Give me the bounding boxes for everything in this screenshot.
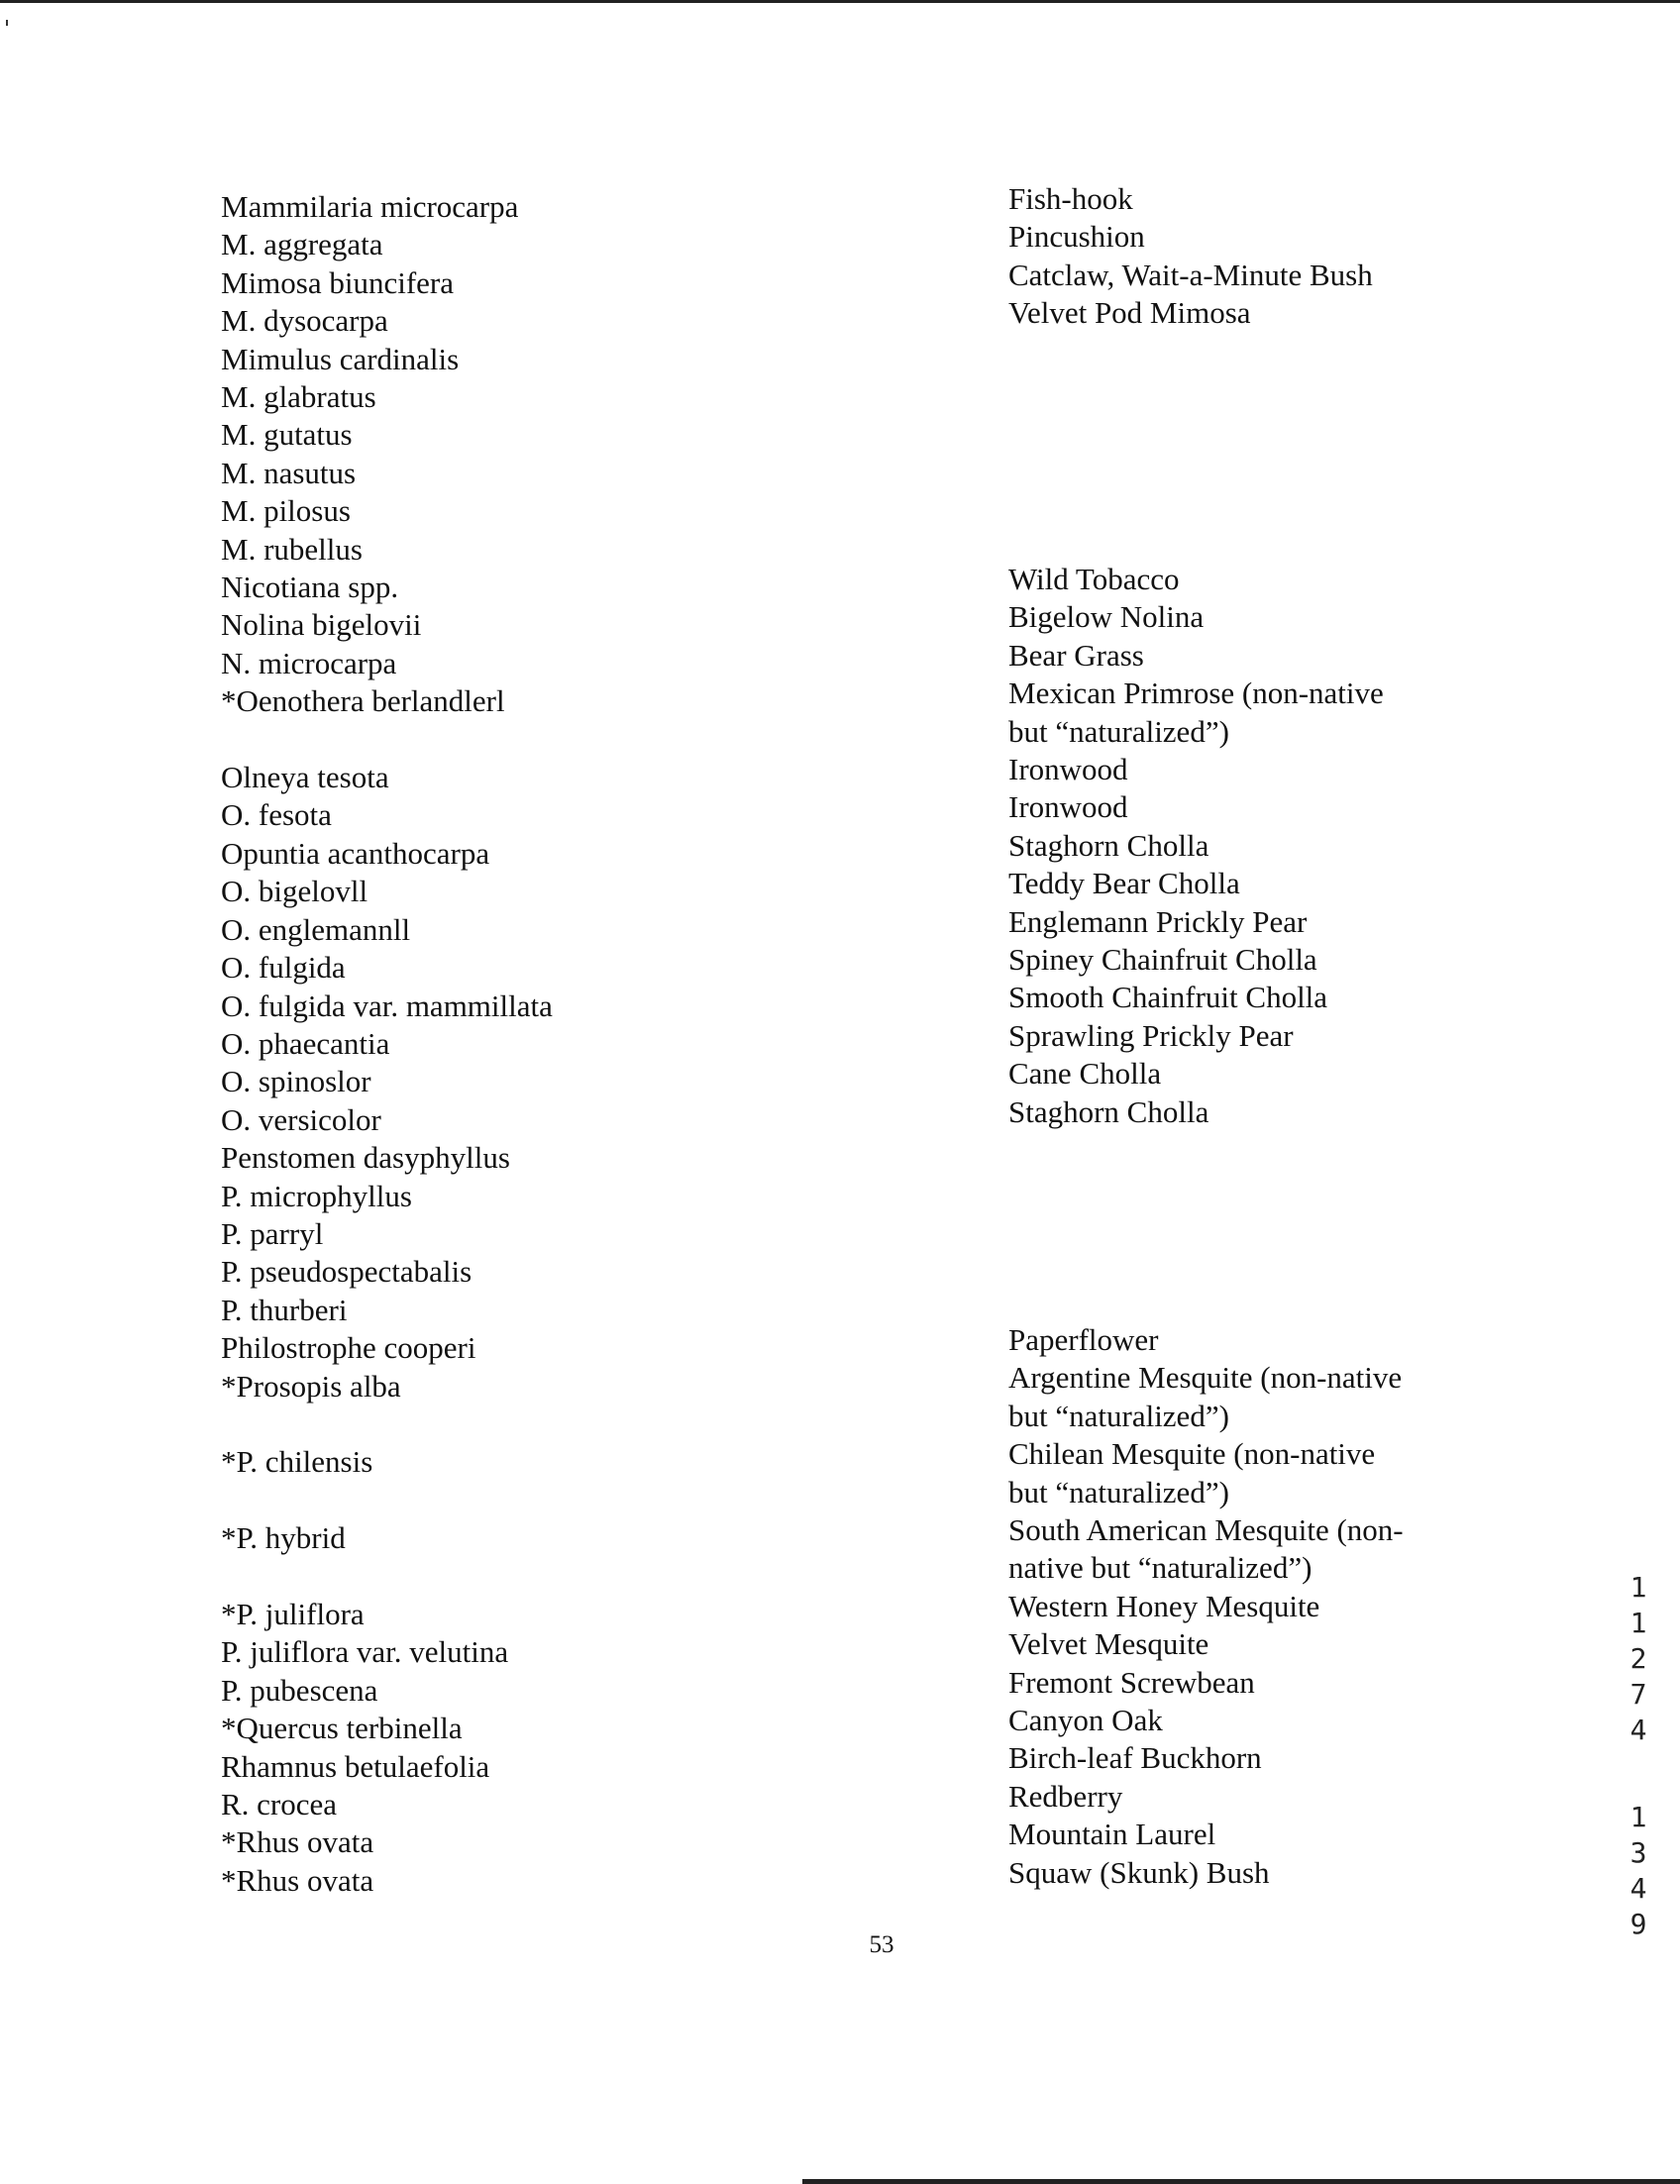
scientific-name: Mimosa biuncifera xyxy=(221,264,455,300)
scientific-name: Penstomen dasyphyllus xyxy=(221,1140,510,1176)
blank-line xyxy=(221,1482,855,1519)
common-name: Catclaw, Wait-a-Minute Bush xyxy=(1008,257,1373,292)
scientific-name: P. thurberi xyxy=(221,1292,348,1327)
scientific-name: Rhamnus betulaefolia xyxy=(221,1748,490,1784)
stamp-digit: 4 xyxy=(1629,1872,1647,1905)
scientific-name: Nicotiana spp. xyxy=(221,570,399,605)
scientific-name: Philostrophe cooperi xyxy=(221,1330,476,1366)
scientific-name: Nolina bigelovii xyxy=(221,607,422,643)
common-name: Fish-hook xyxy=(1008,181,1133,216)
scientific-name: M. aggregata xyxy=(221,227,383,262)
scientific-names-column xyxy=(221,188,855,1900)
scientific-name: *Quercus terbinella xyxy=(221,1711,463,1746)
common-name: Sprawling Prickly Pear xyxy=(1008,1017,1294,1053)
scientific-name: Olneya tesota xyxy=(221,760,389,795)
scientific-name: O. bigelovll xyxy=(221,874,368,909)
blank-line xyxy=(1008,1207,1543,1245)
blank-line xyxy=(1008,523,1543,561)
scientific-name: P. parryl xyxy=(221,1215,324,1251)
blank-line xyxy=(1008,333,1543,370)
common-name: Teddy Bear Cholla xyxy=(1008,866,1240,901)
common-name: native but “naturalized”) xyxy=(1008,1550,1312,1586)
scientific-name: *Prosopis alba xyxy=(221,1368,401,1404)
scientific-name: Mimulus cardinalis xyxy=(221,341,460,376)
scientific-name: O. englemannll xyxy=(221,911,411,947)
common-name: Argentine Mesquite (non-native xyxy=(1008,1360,1403,1396)
common-name: Ironwood xyxy=(1008,789,1128,825)
blank-line xyxy=(1008,1131,1543,1169)
scientific-name: P. juliflora var. velutina xyxy=(221,1634,509,1670)
stamp-gap xyxy=(1625,1748,1652,1800)
stamp-digit: 7 xyxy=(1629,1678,1647,1711)
common-name: Staghorn Cholla xyxy=(1008,827,1209,863)
scientific-name: M. pilosus xyxy=(221,493,351,529)
common-name: Wild Tobacco xyxy=(1008,561,1180,596)
common-name: Fremont Screwbean xyxy=(1008,1664,1255,1700)
scientific-name: O. spinoslor xyxy=(221,1064,371,1099)
scientific-name: P. pseudospectabalis xyxy=(221,1254,472,1290)
scientific-name: P. microphyllus xyxy=(221,1178,412,1213)
blank-line xyxy=(221,1405,855,1443)
page-number: 53 xyxy=(869,1931,894,1958)
blank-line xyxy=(1008,484,1543,522)
bottom-rule xyxy=(802,2179,1680,2184)
scientific-name: M. gutatus xyxy=(221,417,353,453)
blank-line xyxy=(1008,1284,1543,1321)
common-name: Velvet Pod Mimosa xyxy=(1008,295,1251,331)
common-name: South American Mesquite (non- xyxy=(1008,1512,1404,1548)
common-name: Redberry xyxy=(1008,1778,1123,1814)
common-name: Velvet Mesquite xyxy=(1008,1626,1209,1662)
common-name: but “naturalized”) xyxy=(1008,713,1229,749)
common-names-column xyxy=(1008,180,1543,1892)
common-name: Western Honey Mesquite xyxy=(1008,1588,1320,1623)
scientific-name: R. crocea xyxy=(221,1787,338,1821)
scientific-name: O. phaecantia xyxy=(221,1025,390,1061)
stamp-digit: 2 xyxy=(1629,1642,1647,1675)
blank-line xyxy=(1008,1169,1543,1206)
scientific-name: O. fesota xyxy=(221,797,332,833)
stamp-digit: 1 xyxy=(1629,1801,1647,1833)
common-name: Spiney Chainfruit Cholla xyxy=(1008,942,1317,978)
side-stamp-number xyxy=(1625,1570,1652,1942)
common-name: Staghorn Cholla xyxy=(1008,1093,1209,1129)
blank-line xyxy=(1008,1245,1543,1283)
scientific-name: *P. juliflora xyxy=(221,1596,365,1631)
common-name: Cane Cholla xyxy=(1008,1056,1162,1092)
scientific-name: N. microcarpa xyxy=(221,645,397,680)
common-name: Birch-leaf Buckhorn xyxy=(1008,1740,1262,1776)
common-name: Pincushion xyxy=(1008,219,1145,255)
common-name: Smooth Chainfruit Cholla xyxy=(1008,980,1328,1015)
stamp-digit: 9 xyxy=(1629,1908,1647,1940)
scientific-name: *P. hybrid xyxy=(221,1520,346,1556)
scientific-name: O. versicolor xyxy=(221,1101,381,1137)
scientific-name: *Rhus ovata xyxy=(221,1862,374,1898)
scientific-name: M. glabratus xyxy=(221,379,376,415)
scientific-name: *Oenothera berlandlerl xyxy=(221,683,505,719)
scientific-name: *P. chilensis xyxy=(221,1444,373,1480)
common-name: but “naturalized”) xyxy=(1008,1474,1229,1509)
scientific-name: O. fulgida var. mammillata xyxy=(221,988,553,1023)
common-name: Paperflower xyxy=(1008,1322,1159,1358)
scientific-name: M. rubellus xyxy=(221,531,363,567)
corner-mark xyxy=(6,20,8,26)
scientific-name: Opuntia acanthocarpa xyxy=(221,835,490,871)
stamp-digit: 4 xyxy=(1629,1714,1647,1746)
scientific-name: O. fulgida xyxy=(221,950,346,986)
common-name: Canyon Oak xyxy=(1008,1703,1163,1738)
stamp-digit: 1 xyxy=(1629,1571,1647,1604)
blank-line xyxy=(221,1558,855,1596)
common-name: Bigelow Nolina xyxy=(1008,599,1205,635)
common-name: but “naturalized”) xyxy=(1008,1398,1229,1433)
common-name: Mountain Laurel xyxy=(1008,1817,1216,1852)
blank-line xyxy=(1008,447,1543,484)
common-name: Englemann Prickly Pear xyxy=(1008,903,1308,939)
stamp-digit: 1 xyxy=(1629,1607,1647,1639)
scientific-name: Mammilaria microcarpa xyxy=(221,189,519,224)
common-name: Mexican Primrose (non-native xyxy=(1008,676,1384,711)
stamp-digit: 3 xyxy=(1629,1836,1647,1869)
scientific-name: M. nasutus xyxy=(221,455,357,490)
blank-line xyxy=(221,721,855,759)
common-name: Bear Grass xyxy=(1008,637,1144,673)
scientific-name: M. dysocarpa xyxy=(221,303,388,339)
blank-line xyxy=(1008,370,1543,408)
scientific-name: P. pubescena xyxy=(221,1672,378,1708)
blank-line xyxy=(1008,408,1543,446)
scientific-name: *Rhus ovata xyxy=(221,1824,374,1860)
top-rule xyxy=(0,0,1680,3)
common-name: Ironwood xyxy=(1008,752,1128,786)
common-name: Chilean Mesquite (non-native xyxy=(1008,1436,1376,1472)
common-name: Squaw (Skunk) Bush xyxy=(1008,1854,1270,1890)
